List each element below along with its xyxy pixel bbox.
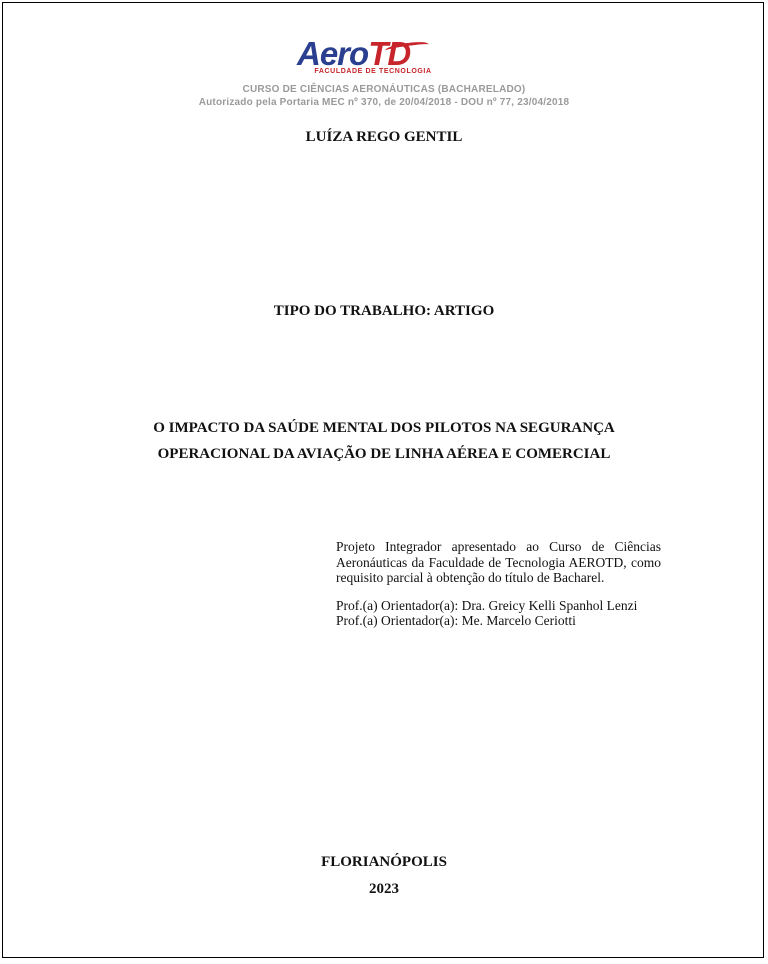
aerotd-logo [293,37,453,79]
title-line-1: O IMPACTO DA SAÚDE MENTAL DOS PILOTOS NA SEGURANÇA [153,420,615,436]
work-type: TIPO DO TRABALHO: ARTIGO [273,303,495,319]
city: FLORIANÓPOLIS [321,854,447,870]
document-page [2,2,764,958]
course-authorization: Autorizado pela Portaria MEC nº 370, de 20/04/2018 - DOU nº 77, 23/04/2018 [198,97,570,108]
logo-tagline: FACULDADE DE TECNOLOGIA [314,68,432,75]
advisor-line-2: Prof.(a) Orientador(a): Me. Marcelo Ceriotti [336,613,576,628]
course-name: CURSO DE CIÊNCIAS AERONÁUTICAS (BACHARELADO) [242,84,526,95]
logo-wordmark [297,37,410,71]
course-header [3,83,765,109]
logo-brand-left: Aero [297,35,369,72]
logo-brand-right: TD [368,35,411,72]
year: 2023 [369,881,399,897]
title-line-2: OPERACIONAL DA AVIAÇÃO DE LINHA AÉREA E COMERCIAL [157,446,611,462]
project-description [336,539,661,629]
description-text: Projeto Integrador apresentado ao Curso de Ciências Aeronáuticas da Faculdade de Tecnologia AEROTD, como requisito parcial à obtenção do título de Bacharel. [336,539,661,585]
advisor-line-1: Prof.(a) Orientador(a): Dra. Greicy Kelli Spanhol Lenzi [336,597,638,613]
document-title [3,415,765,467]
author-name: LUÍZA REGO GENTIL [305,129,463,145]
